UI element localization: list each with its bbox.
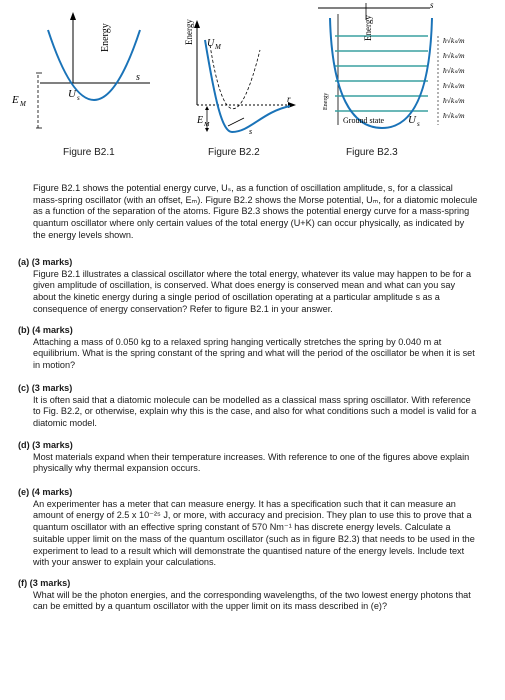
question-e-head: (e) (4 marks): [18, 487, 73, 497]
fig2-s-label: s: [249, 127, 253, 136]
energy-levels: [335, 36, 428, 111]
question-f: [18, 578, 480, 613]
figure-b2-2: [184, 19, 296, 136]
ground-state-label: Ground state: [343, 116, 385, 125]
question-b-head: (b) (4 marks): [18, 325, 73, 335]
spacing-label-5: ħ√kₛ/m: [443, 96, 465, 105]
question-b: [18, 325, 480, 372]
figure-b2-3: [318, 0, 465, 128]
fig3-x-label: s: [430, 0, 434, 10]
fig2-level-sub: M: [204, 121, 210, 128]
question-e-body: An experimenter has a meter that can measure energy. It has a specification such that it can measure an amount of energy of 2.5 x 10⁻²⁵ J, or more, with accuracy and precision. They plan to use this to prove that a quantum oscillator with an effective spring constant of 570 Nm⁻¹ has discrete energy levels. Calculate a suitable upper limit on the mass of the quantum oscillator (such as in figure B2.3) that needs to be used in the experiment to lead to a result which will demonstrate the quantised nature of the energy levels. Include text with your answer to explain your calculations.: [33, 498, 475, 568]
question-c-body: It is often said that a diatomic molecule can be modelled as a classical mass spring oscillator. With reference to Fig. B2.2, or otherwise, explain why this is the case, and also for what conditions such a model is valid for a diatomic model.: [33, 394, 477, 429]
fig1-x-label: s: [136, 72, 140, 83]
fig2-y-label: Energy: [184, 19, 194, 45]
fig1-curve-label: U: [68, 88, 76, 100]
spacing-label-2: ħ√kₛ/m: [443, 51, 465, 60]
question-a-body: Figure B2.1 illustrates a classical oscillator where the total energy, whatever its value may happen to be for a given amplitude of oscillation, is conserved. What does energy is conserved mean and what can you say about the kinetic energy during a single period of oscillation operating at a particular amplitude s as a consequence of energy conservation? Refer to figure B2.1 in your answer.: [33, 268, 472, 314]
question-d: [18, 440, 480, 475]
fig1-curve-sub: s: [77, 94, 80, 102]
fig2-level-label: E: [197, 115, 204, 126]
caption-fig-b2-1: Figure B2.1: [63, 147, 115, 158]
figures-svg: [0, 0, 505, 165]
question-d-head: (d) (3 marks): [18, 440, 73, 450]
fig3-curve-sub: s: [417, 120, 420, 128]
caption-fig-b2-2: Figure B2.2: [208, 147, 260, 158]
question-a-head: (a) (3 marks): [18, 257, 73, 267]
question-f-body: What will be the photon energies, and the corresponding wavelengths, of the two lowest energy photons that can be emitted by a quantum oscillator with the upper limit on its mass described in (e)?: [33, 589, 471, 612]
question-c-head: (c) (3 marks): [18, 383, 73, 393]
spacing-label-3: ħ√kₛ/m: [443, 66, 465, 75]
question-e: [18, 487, 480, 569]
fig2-curve-sub: M: [215, 43, 221, 51]
fig3-curve-label: U: [408, 114, 416, 126]
fig2-x-label: r: [287, 94, 291, 104]
us-curve: [48, 30, 140, 100]
spacing-label-6: ħ√kₛ/m: [443, 111, 465, 120]
question-a: [18, 257, 480, 316]
figure-b2-1: [11, 12, 150, 128]
spacing-label-4: ħ√kₛ/m: [443, 81, 465, 90]
question-d-body: Most materials expand when their temperature increases. With reference to one of the figures above explain physically why thermal expansion occurs.: [33, 451, 470, 474]
fig3-y-label: Energy: [363, 15, 373, 41]
fig1-level-label: E: [12, 94, 19, 106]
question-b-body: Attaching a mass of 0.050 kg to a relaxed spring hanging vertically stretches the spring by 0.040 m at equilibrium. What is the spring constant of the spring and what will the period of the oscillator be when it is set in motion?: [33, 336, 475, 371]
fig2-curve-label: U: [207, 38, 215, 49]
question-c: [18, 383, 480, 430]
spacing-label-1: ħ√kₛ/m: [443, 36, 465, 45]
intro-paragraph: Figure B2.1 shows the potential energy curve, Uₛ, as a function of oscillation amplitude, s, for a classical mass-spring oscillator (with an offset, Eₘ). Figure B2.2 shows the Morse potential, Uₘ, for a diatomic molecule as a function of the separation of the atoms. Figure B2.3 shows the potential energy curve for a mass-spring quantum oscillator where only certain values of the total energy (U+K) can occur physically, as indicated by the energy levels shown.: [33, 183, 478, 240]
question-f-head: (f) (3 marks): [18, 578, 71, 588]
figures-row: [0, 0, 505, 165]
fig1-level-sub: M: [20, 100, 26, 108]
morse-curve: [205, 40, 290, 132]
fig1-y-label: Energy: [100, 23, 111, 52]
fig3-side-label: Energy: [323, 92, 329, 110]
caption-fig-b2-3: Figure B2.3: [346, 147, 398, 158]
